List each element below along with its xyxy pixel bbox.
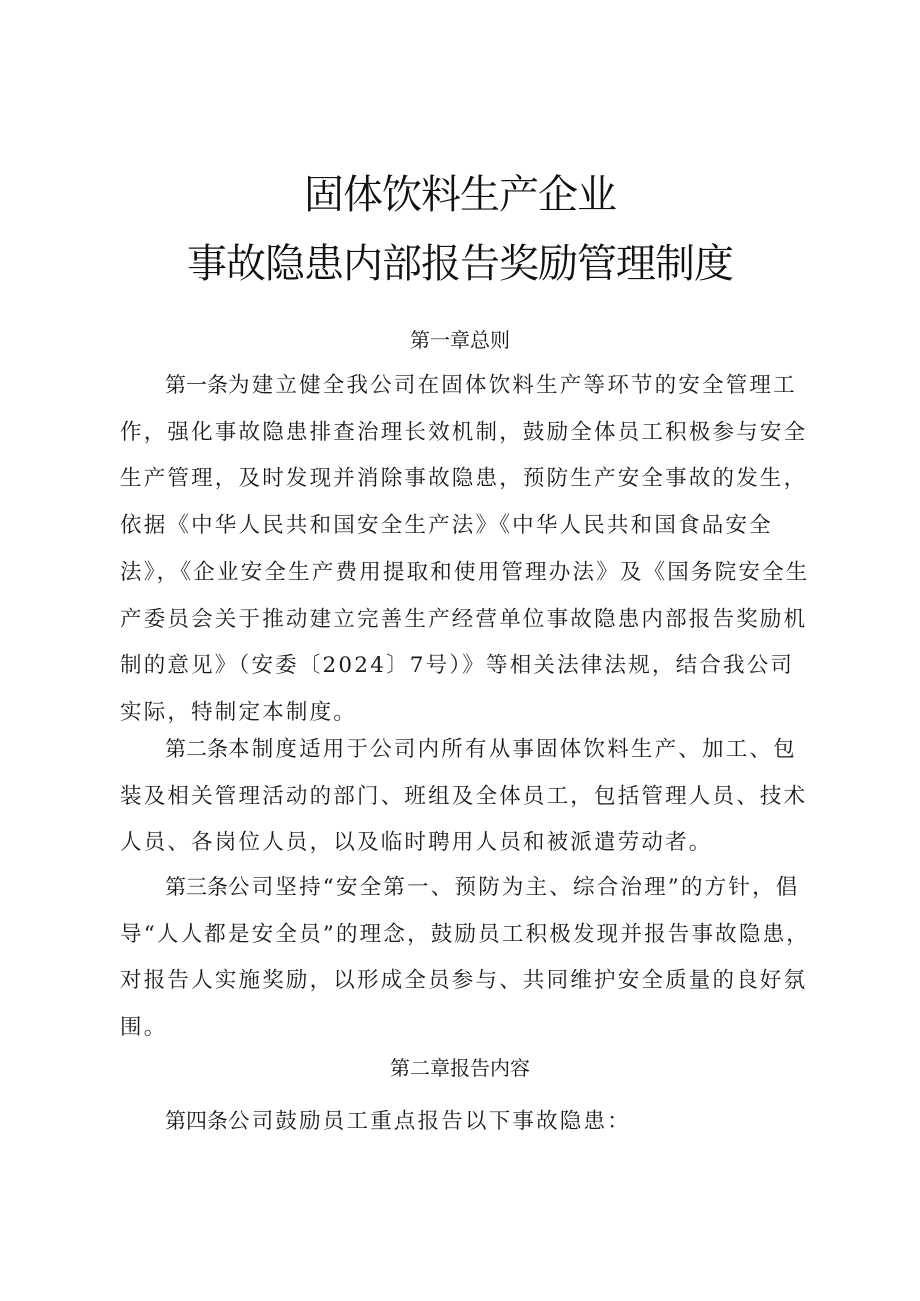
article-4-text: 公司鼓励员工重点报告以下事故隐患： (228, 1109, 631, 1134)
article-3-lead: 第三条 (165, 875, 228, 899)
article-2-lead: 第二条 (165, 737, 228, 761)
article-1-text: 为建立健全我公司在固体饮料生产等环节的安全管理工作，强化事故隐患排查治理长效机制，鼓励全体员工积极参与安全生产管理，及时发现并消除事故隐患，预防生产安全事故的发生，依据《中华人民共和国安全生产法》《中华人民共和国食品安全法》，《企业安全生产费用提取和使用管理办法》及《国务院安全生产委员会关于推动建立完善生产经营单位事故隐患内部报告奖励机制的意见》（安委〔2024〕7号）》等相关法律法规，结合我公司实际，特制定本制度。 (120, 373, 810, 725)
document-title-line1: 固体饮料生产企业 (304, 172, 616, 218)
article-3-text: 公司坚持“安全第一、预防为主、综合治理”的方针，倡导“人人都是安全员”的理念，鼓励员工积极发现并报告事故隐患，对报告人实施奖励，以形成全员参与、共同维护安全质量的良好氛围。 (120, 875, 810, 1041)
article-3 (120, 864, 815, 1052)
article-2 (120, 726, 815, 867)
article-4-lead: 第四条 (165, 1109, 228, 1133)
chapter-heading-1: 第一章总则 (410, 328, 510, 352)
article-2-text: 本制度适用于公司内所有从事固体饮料生产、加工、包装及相关管理活动的部门、班组及全体员工，包括管理人员、技术人员、各岗位人员，以及临时聘用人员和被派遣劳动者。 (120, 737, 808, 856)
document-title-line2: 事故隐患内部报告奖励管理制度 (187, 241, 733, 287)
chapter-heading-2: 第二章报告内容 (390, 1056, 530, 1080)
article-4 (120, 1098, 815, 1146)
article-1-lead: 第一条 (165, 373, 228, 397)
article-1 (120, 362, 815, 737)
